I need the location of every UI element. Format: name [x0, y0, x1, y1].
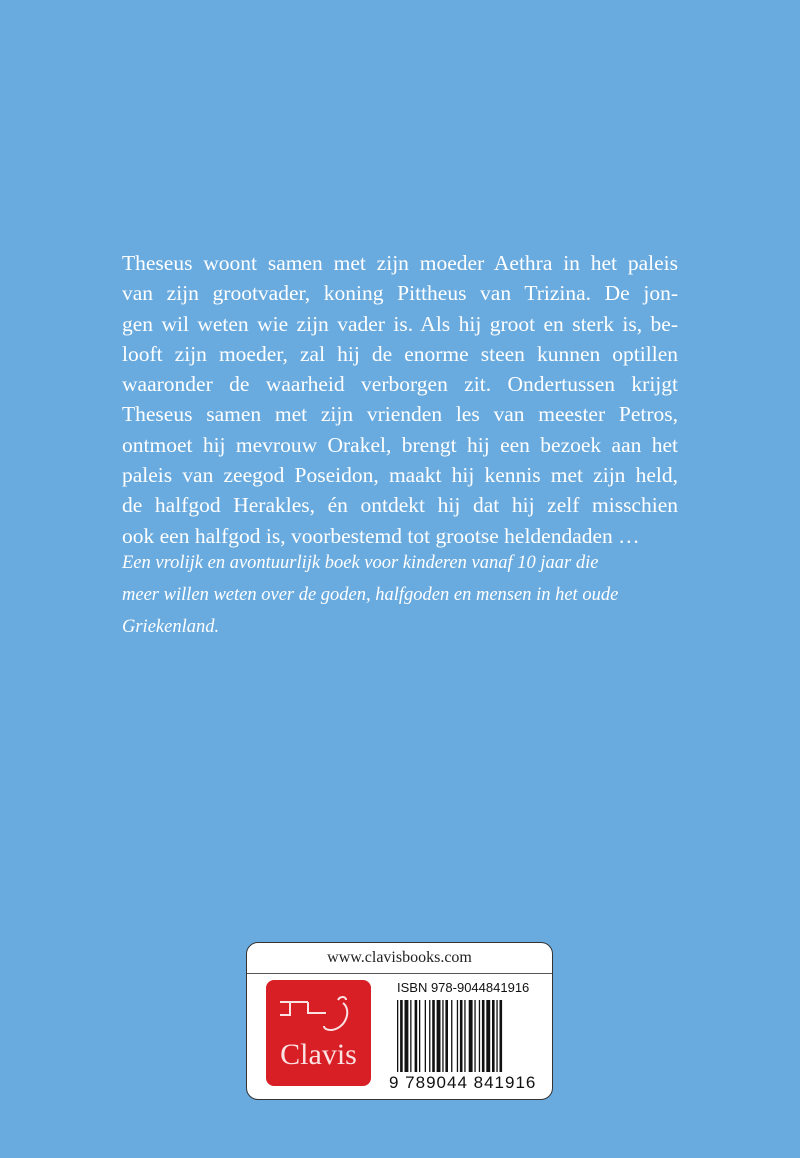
blurb-line: de halfgod Herakles, én ontdekt hij dat hij zelf misschien: [122, 493, 678, 518]
blurb-line: van zijn grootvader, koning Pittheus van Trizina. De jon-: [122, 281, 678, 306]
barcode-bar: [442, 1000, 443, 1072]
barcode-bar: [457, 1000, 458, 1072]
tagline-line: meer willen weten over de goden, halfgoden en mensen in het oude: [122, 585, 619, 605]
publisher-url: www.clavisbooks.com: [247, 943, 552, 974]
barcode-bar: [492, 1000, 495, 1072]
clavis-logo: [266, 980, 371, 1086]
blurb-line: ook een halfgod is, voorbestemd tot grootse heldendaden …: [122, 523, 640, 548]
blurb-line: gen wil weten wie zijn vader is. Als hij groot en sterk is, be-: [122, 311, 678, 336]
barcode-bar: [479, 1000, 480, 1072]
tagline-line: Griekenland.: [122, 617, 220, 637]
barcode-number: 9 789044 841916: [389, 1073, 537, 1092]
barcode-bar: [437, 1000, 441, 1072]
tagline-line: Een vrolijk en avontuurlijk boek voor kinderen vanaf 10 jaar die: [122, 553, 599, 573]
barcode-bar: [432, 1000, 435, 1072]
barcode-bar: [400, 1000, 403, 1072]
barcode-bar: [410, 1000, 411, 1072]
barcode-bar: [415, 1000, 418, 1072]
blurb-line: looft zijn moeder, zal hij de enorme steen kunnen optillen: [122, 341, 678, 366]
isbn-label: [246, 942, 553, 1100]
barcode-bar: [482, 1000, 485, 1072]
publisher-name: Clavis: [280, 1038, 357, 1071]
barcode-bar: [451, 1000, 452, 1072]
blurb-text: [122, 248, 678, 551]
barcode-bar: [460, 1000, 463, 1072]
barcode-bar: [496, 1000, 497, 1072]
barcode-bar: [405, 1000, 409, 1072]
blurb-line: waaronder de waarheid verborgen zit. Ondertussen krijgt: [122, 372, 678, 397]
barcode-bar: [464, 1000, 465, 1072]
barcode: [397, 1000, 537, 1080]
barcode-bar: [500, 1000, 503, 1072]
barcode-bar: [486, 1000, 490, 1072]
blurb-line: ontmoet hij mevrouw Orakel, brengt hij een bezoek aan het: [122, 432, 678, 457]
blurb-line: paleis van zeegod Poseidon, maakt hij kennis met zijn held,: [122, 463, 678, 488]
barcode-bar: [397, 1000, 398, 1072]
tagline-text: [122, 547, 682, 643]
blurb-line: Theseus woont samen met zijn moeder Aethra in het paleis: [122, 251, 678, 275]
barcode-bar: [429, 1000, 430, 1072]
barcode-bar: [474, 1000, 475, 1072]
isbn-number: ISBN 978-9044841916: [397, 980, 530, 995]
barcode-bar: [425, 1000, 426, 1072]
barcode-bar: [469, 1000, 473, 1072]
blurb-line: Theseus samen met zijn vrienden les van meester Petros,: [122, 402, 678, 427]
barcode-bar: [419, 1000, 420, 1072]
barcode-bar: [445, 1000, 448, 1072]
